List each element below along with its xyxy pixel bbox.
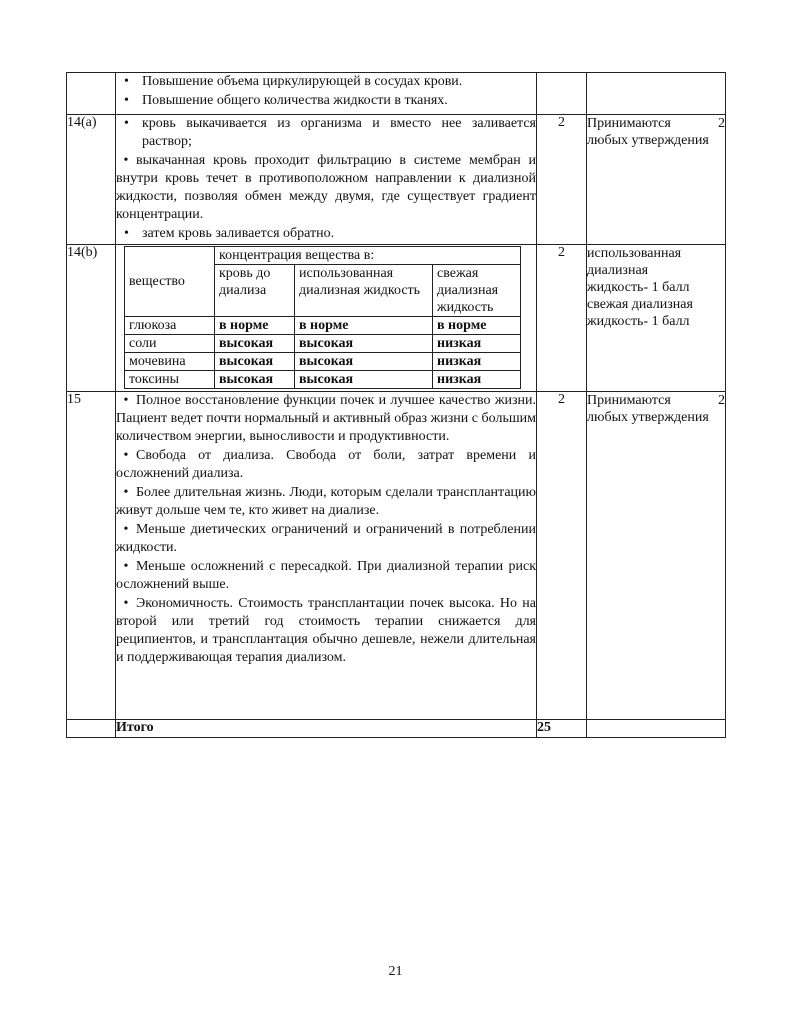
- column-header: использованная диализная жидкость: [295, 265, 433, 317]
- points-cell: [537, 73, 587, 115]
- list-item: • Повышение общего количества жидкости в тканях.: [124, 93, 448, 108]
- empty-cell: [587, 720, 726, 738]
- substance-name: токсины: [125, 371, 215, 389]
- bullet-icon: •: [124, 74, 129, 89]
- bullet-icon: •: [123, 485, 129, 500]
- points-cell: 2: [537, 392, 587, 720]
- table-cell: высокая: [295, 335, 433, 353]
- table-cell: в норме: [433, 317, 521, 335]
- empty-cell: [67, 720, 116, 738]
- answer-cell: [116, 73, 537, 115]
- page-number: 21: [388, 964, 403, 979]
- table-row: [67, 245, 726, 392]
- table-cell: в норме: [295, 317, 433, 335]
- table-cell: высокая: [295, 371, 433, 389]
- bullet-icon: •: [123, 596, 129, 611]
- total-label: Итого: [116, 720, 537, 738]
- table-cell: высокая: [215, 335, 295, 353]
- substance-name: глюкоза: [125, 317, 215, 335]
- concentration-table: [124, 246, 521, 389]
- answer-cell: [116, 115, 537, 245]
- bullet-icon: •: [123, 153, 129, 168]
- table-cell: высокая: [215, 371, 295, 389]
- points-cell: 2: [537, 115, 587, 245]
- table-row: [67, 115, 726, 245]
- bullet-icon: •: [123, 393, 129, 408]
- bullet-icon: •: [123, 448, 129, 463]
- column-header: кровь до диализа: [215, 265, 295, 317]
- list-item: • кровь выкачивается из организма и вместо нее заливается раствор;: [124, 116, 536, 149]
- points-cell: 2: [537, 245, 587, 392]
- list-item: • Меньше диетических ограничений и ограничений в потреблении жидкости.: [116, 522, 536, 555]
- list-item: • Повышение объема циркулирующей в сосудах крови.: [124, 74, 463, 89]
- table-cell: высокая: [215, 353, 295, 371]
- total-row: [67, 720, 726, 738]
- table-row: [67, 73, 726, 115]
- table-cell: низкая: [433, 371, 521, 389]
- comment-cell: [587, 73, 726, 115]
- table-row: [125, 247, 521, 265]
- answer-key-table: [66, 72, 726, 738]
- list-item: • Свобода от диализа. Свобода от боли, затрат времени и осложнений диализа.: [116, 448, 536, 481]
- table-cell: высокая: [295, 353, 433, 371]
- bullet-icon: •: [123, 559, 129, 574]
- table-row: [125, 353, 521, 371]
- bullet-icon: •: [124, 226, 129, 241]
- list-item: • Полное восстановление функции почек и лучшее качество жизни. Пациент ведет почти нормальный и активный образ жизни с большим количеством энергии, выносливости и продуктивности.: [116, 393, 536, 444]
- bullet-icon: •: [124, 93, 129, 108]
- comment-cell: Принимаются 2 любых утверждения: [587, 115, 726, 245]
- table-row: [67, 392, 726, 720]
- substance-name: соли: [125, 335, 215, 353]
- group-header: концентрация вещества в:: [215, 247, 521, 265]
- comment-cell: Принимаются 2 любых утверждения: [587, 392, 726, 720]
- table-row: [125, 335, 521, 353]
- table-corner: вещество: [125, 247, 215, 317]
- question-number: 14(b): [67, 245, 116, 392]
- comment-cell: использованная диализная жидкость- 1 балл свежая диализная жидкость- 1 балл: [587, 245, 726, 392]
- table-cell: низкая: [433, 335, 521, 353]
- bullet-icon: •: [123, 522, 129, 537]
- total-value: 25: [537, 720, 587, 738]
- column-header: свежая диализная жидкость: [433, 265, 521, 317]
- substance-name: мочевина: [125, 353, 215, 371]
- question-number: 15: [67, 392, 116, 720]
- answer-cell: [116, 392, 537, 720]
- list-item: • Более длительная жизнь. Люди, которым сделали трансплантацию живут дольше чем те, кто живет на диализе.: [116, 485, 536, 518]
- question-number: [67, 73, 116, 115]
- table-row: [125, 317, 521, 335]
- list-item: • затем кровь заливается обратно.: [124, 226, 335, 241]
- question-number: 14(a): [67, 115, 116, 245]
- table-cell: в норме: [215, 317, 295, 335]
- list-item: • Экономичность. Стоимость трансплантации почек высока. Но на второй или третий год стоимость терапии снижается для реципиентов, и трансплантация обычно дешевле, нежели длительная и поддерживающая терапия диализом.: [116, 596, 536, 665]
- bullet-icon: •: [124, 116, 129, 131]
- table-cell: низкая: [433, 353, 521, 371]
- list-item: • Меньше осложнений с пересадкой. При диализной терапии риск осложнений выше.: [116, 559, 536, 592]
- list-item: • выкачанная кровь проходит фильтрацию в системе мембран и внутри кровь течет в противоположном направлении к диализной жидкости, позволяя обмен между двумя, где существует градиент концентрации.: [116, 153, 536, 222]
- table-row: [125, 371, 521, 389]
- answer-cell: [116, 245, 537, 392]
